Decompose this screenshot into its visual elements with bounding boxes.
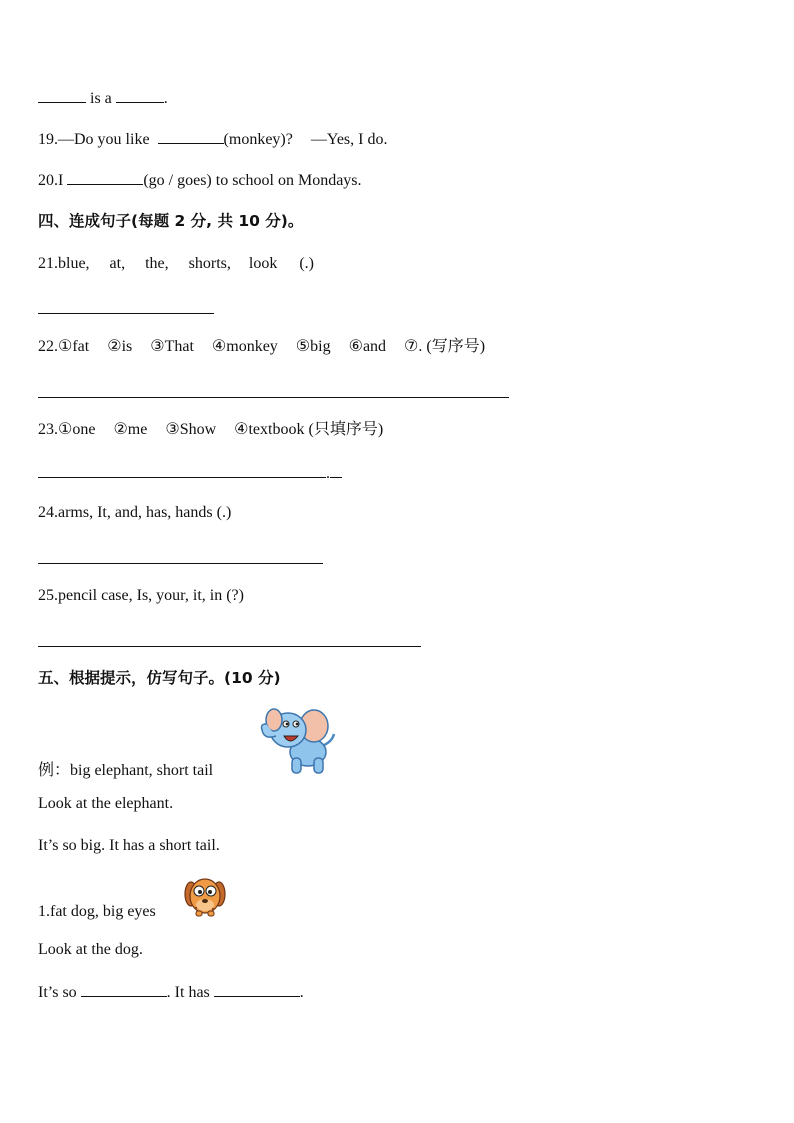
q23-option: ④textbook: [234, 421, 305, 438]
q19-reply: —Yes, I do.: [310, 131, 388, 148]
task-1-blank-1[interactable]: [81, 982, 167, 997]
q22-option: ⑦.: [404, 338, 423, 355]
q23-option: ③Show: [165, 421, 217, 438]
q21-word: blue,: [58, 255, 90, 272]
q22-note: (写序号): [426, 338, 486, 355]
q21-word: (.): [299, 255, 314, 272]
q23-option: ①one: [58, 421, 96, 438]
q23-options: [38, 420, 383, 440]
task-1-period: .: [299, 984, 304, 1001]
q21-number: 21.: [38, 255, 58, 272]
q22-option: ⑤big: [295, 338, 331, 355]
task-1-its-so: It’s so: [38, 984, 77, 1001]
q24-words: 24.arms, It, and, has, hands (.): [38, 504, 232, 521]
q18-blank-1[interactable]: [38, 88, 86, 103]
q22-option: ③That: [150, 338, 194, 355]
q24-answer-line[interactable]: [38, 563, 323, 564]
q20-hint: (go / goes) to school on Mondays.: [143, 172, 362, 189]
q23-answer-line[interactable]: [38, 463, 326, 478]
task-1-blank-2[interactable]: [214, 982, 300, 997]
q21-word: look: [248, 255, 278, 272]
section-5-title: 五、根据提示，仿写句子。(10 分): [38, 669, 281, 687]
q20-prefix: 20.I: [38, 172, 64, 189]
elephant-image: [256, 702, 338, 778]
q21-words: [38, 254, 314, 274]
q22-number: 22.: [38, 338, 58, 355]
q21-word: shorts,: [188, 255, 231, 272]
q22-option: ⑥and: [348, 338, 387, 355]
q21-word: the,: [145, 255, 169, 272]
task-1-line-2: [38, 982, 304, 1003]
q20-sentence: [38, 170, 362, 191]
q18-sentence: [38, 88, 168, 109]
q19-blank[interactable]: [158, 129, 224, 144]
q23-option: ②me: [113, 421, 148, 438]
q21-word: at,: [109, 255, 126, 272]
task-1-it-has: . It has: [166, 984, 210, 1001]
q19-sentence: [38, 129, 387, 150]
q23-line-tail: [330, 463, 342, 478]
q25-words: 25.pencil case, Is, your, it, in (?): [38, 587, 244, 604]
example-line-1: Look at the elephant.: [38, 795, 174, 812]
task-1-label: 1.fat dog, big eyes: [38, 903, 156, 920]
q25-answer-line[interactable]: [38, 646, 421, 647]
q19-prefix: 19.—Do you like: [38, 131, 150, 148]
q22-options: [38, 337, 485, 357]
q23-number: 23.: [38, 421, 58, 438]
task-1-line-1: Look at the dog.: [38, 941, 143, 958]
example-line-2: It’s so big. It has a short tail.: [38, 837, 220, 854]
q18-text: is a: [90, 90, 112, 107]
q18-blank-2[interactable]: [116, 88, 164, 103]
q23-period: .: [326, 465, 330, 482]
q22-option: ①fat: [58, 338, 90, 355]
q19-hint: (monkey)?: [223, 131, 293, 148]
q23-note: (只填序号): [308, 421, 384, 438]
q23-answer: [38, 463, 342, 484]
q22-option: ②is: [107, 338, 133, 355]
example-label: 例：big elephant, short tail: [38, 762, 214, 779]
q20-blank[interactable]: [67, 170, 143, 185]
q22-option: ④monkey: [211, 338, 278, 355]
q22-answer-line[interactable]: [38, 397, 509, 398]
dog-image: [182, 872, 228, 918]
section-4-title: 四、连成句子(每题 2 分, 共 10 分)。: [38, 212, 304, 230]
q18-period: .: [163, 90, 168, 107]
q21-answer-line[interactable]: [38, 313, 214, 314]
